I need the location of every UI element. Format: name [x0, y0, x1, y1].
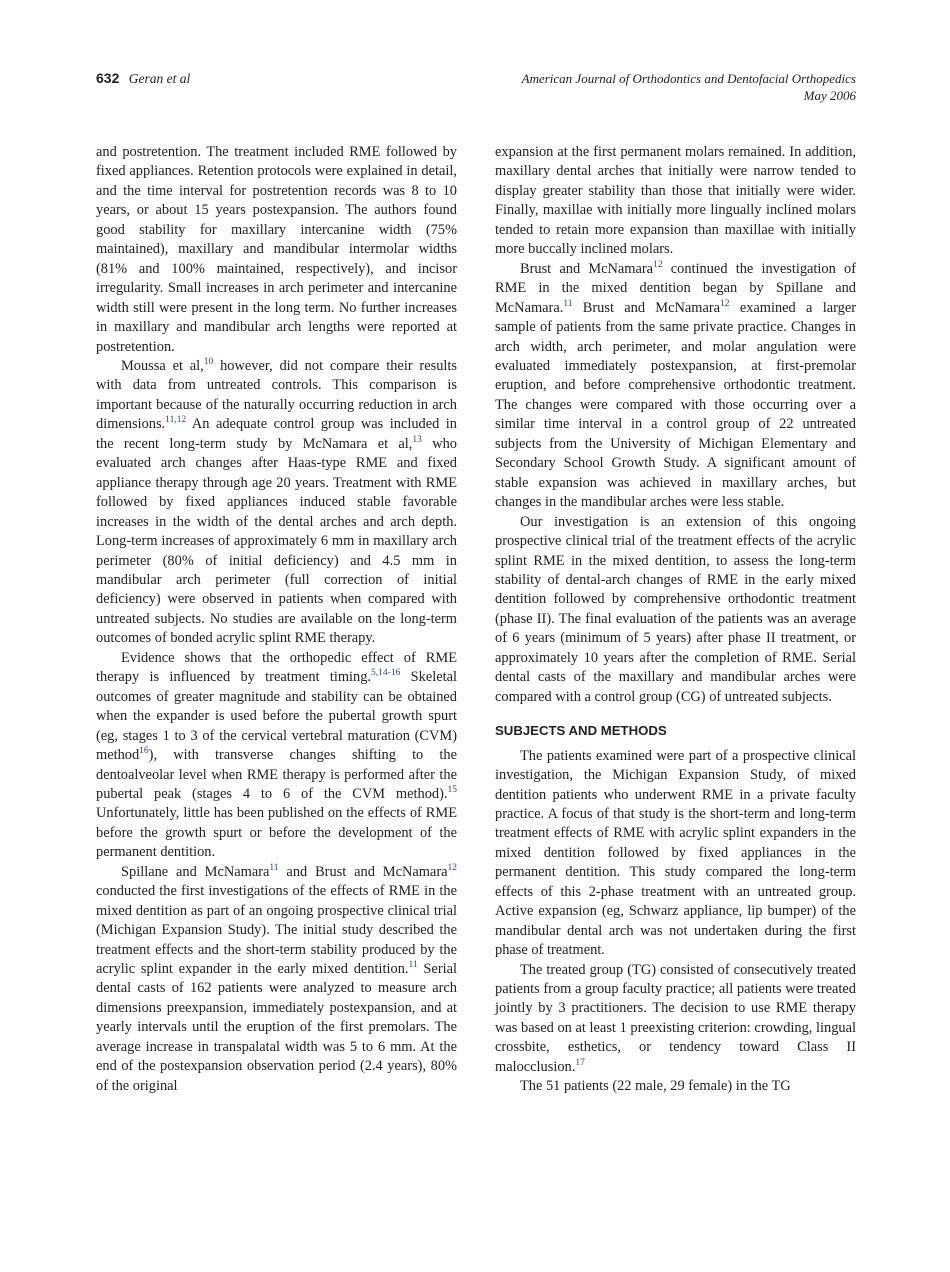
citation-link[interactable]: 12: [720, 298, 730, 309]
citation-link[interactable]: 12: [653, 259, 663, 270]
running-header: [96, 70, 856, 110]
text-run: conducted the first investigations of the effects of RME in the mixed dentition as part of an ongoing prospective clinical trial (Michigan Expansion Study). The initial study described the treatment effects and the short-term stability produced by the acrylic splint expander in the early mixed dentition.: [96, 883, 457, 978]
citation-link[interactable]: 11,12: [165, 415, 187, 426]
citation-link[interactable]: 5,14-16: [371, 668, 401, 679]
paragraph: [495, 260, 856, 513]
text-run: Skeletal outcomes of greater magnitude and stability can be obtained when the expander is used before the pubertal growth spurt (eg, stages 1 to 3 of the cervical vertebral maturation (CVM) method: [96, 669, 458, 764]
text-run: however, did not compare their results with data from untreated controls. This comparison is important because of the naturally occurring reduction in arch dimensions.: [96, 357, 457, 433]
text-run: Serial dental casts of 162 patients were analyzed to measure arch dimensions preexpansion, immediately postexpansion, and at yearly intervals until the eruption of the first premolars. The average increase in transpalatal width was 5 to 6 mm. At the end of the postexpansion observation period (2.4 years), 80% of the original: [96, 961, 457, 1094]
left-column: [96, 143, 457, 1096]
text-run: continued the investigation of RME in the mixed dentition began by Spillane and McNamara.: [495, 260, 856, 316]
text-run: An adequate control group was included in the recent long-term study by McNamara et al,: [96, 416, 457, 452]
running-authors: Geran et al: [128, 71, 191, 86]
citation-link[interactable]: 11: [563, 298, 573, 309]
page-number: 632: [96, 70, 120, 86]
text-run: Moussa et al,: [121, 357, 204, 374]
citation-link[interactable]: 17: [575, 1057, 585, 1068]
citation-link[interactable]: 10: [203, 356, 214, 367]
text-run: and Brust and McNamara: [278, 863, 448, 880]
paragraph: [96, 863, 457, 1096]
paragraph: [495, 961, 856, 1078]
text-run: examined a larger sample of patients from the same private practice. Changes in arch width, arch perimeter, and molar angulation were evaluated immediately postexpansion, at first-premolar eruption, and before comprehensive orthodontic treatment. The changes were compared with those occurring over a similar time interval in a control group of 22 untreated subjects from the University of Michigan Elementary and Secondary School Growth Study. A significant amount of stable expansion was achieved in maxillary arches, but changes in the mandibular arches were less stable.: [495, 299, 856, 511]
paragraph: [96, 649, 457, 863]
citation-link[interactable]: 12: [447, 862, 457, 873]
paragraph: The 51 patients (22 male, 29 female) in the TG: [520, 1078, 791, 1095]
header-right: [522, 70, 856, 104]
citation-link[interactable]: 13: [412, 434, 422, 445]
text-run: ), with transverse changes shifting to the dentoalveolar level when RME therapy is performed after the pubertal peak (stages 4 to 6 of the CVM method).: [96, 747, 457, 802]
text-run: who evaluated arch changes after Haas-type RME and fixed appliance therapy through age 20 years. Treatment with RME followed by fixed appliances induced stable favorable increases in the width of the dental arches and arch depth. Long-term increases of approximately 6 mm in maxillary arch perimeter (80% of initial deficiency) and 4.5 mm in mandibular arch perimeter (full correction of initial deficiency) were observed in patients when compared with untreated subjects. No studies are available on the long-term outcomes of bonded acrylic splint RME therapy.: [96, 435, 457, 647]
paragraph: Our investigation is an extension of this ongoing prospective clinical trial of the treatment effects of the acrylic splint RME in the mixed dentition, to assess the long-term stability of dental-arch changes of RME in the early mixed dentition followed by comprehensive orthodontic treatment (phase II). The final evaluation of the patients was an average of 6 years (minimum of 5 years) after phase II treatment, or approximately 10 years after the completion of RME. Serial dental casts of the maxillary and mandibular arches were compared with a control group (CG) of untreated subjects.: [495, 513, 856, 705]
right-column: [495, 143, 856, 1097]
paragraph: expansion at the first permanent molars remained. In addition, maxillary dental arches that initially were narrow tended to display greater stability than those that initially were wider. Finally, maxillae with initially more lingually inclined molars tended to retain more expansion than maxillae with initially more buccally inclined molars.: [495, 144, 856, 258]
header-left: [96, 70, 190, 87]
citation-link[interactable]: 16: [139, 746, 149, 757]
citation-link[interactable]: 11: [408, 960, 418, 971]
issue-date: May 2006: [803, 88, 856, 103]
paragraph: and postretention. The treatment included RME followed by fixed appliances. Retention protocols were explained in detail, and the time interval for postretention records was 8 to 10 years, or about 15 years postexpansion. The authors found good stability for maxillary intercanine width (75% maintained), maxillary and mandibular intermolar widths (81% and 100% maintained, respectively), and incisor irregularity. Small increases in arch perimeter and intercanine width still were present in the long term. No further increases in maxillary and mandibular arch lengths were reported at postretention.: [96, 144, 457, 355]
citation-link[interactable]: 11: [269, 862, 279, 873]
journal-title: American Journal of Orthodontics and Dentofacial Orthopedics: [521, 71, 856, 86]
paragraph: The patients examined were part of a prospective clinical investigation, the Michigan Expansion Study, of mixed dentition patients who underwent RME in a private faculty practice. A focus of that study is the short-term and long-term treatment effects of RME with acrylic splint expanders in the mixed dentition followed by fixed appliances in the permanent dentition. This study compared the long-term effects of this 2-phase treatment with an untreated group. Active expansion (eg, Schwarz appliance, lip bumper) of the mandibular dental arch was not undertaken during the first phase of treatment.: [495, 747, 856, 959]
text-run: Evidence shows that the orthopedic effect of RME therapy is influenced by treatment timing.: [96, 649, 457, 686]
citation-link[interactable]: 15: [447, 784, 457, 795]
text-run: Spillane and McNamara: [121, 863, 270, 880]
paragraph: [96, 357, 457, 649]
text-run: Brust and McNamara: [572, 299, 721, 316]
section-heading: SUBJECTS AND METHODS: [495, 723, 667, 739]
text-run: Unfortunately, little has been published on the effects of RME before the growth spurt or before the development of the permanent dentition.: [96, 805, 457, 861]
text-run: The treated group (TG) consisted of consecutively treated patients from a group faculty practice; all patients were treated jointly by 3 practitioners. The decision to use RME therapy was based on at least 1 preexisting criterion: crowding, lingual crossbite, esthetics, or tendency toward Class II malocclusion.: [495, 961, 856, 1075]
text-run: Brust and McNamara: [520, 260, 654, 277]
